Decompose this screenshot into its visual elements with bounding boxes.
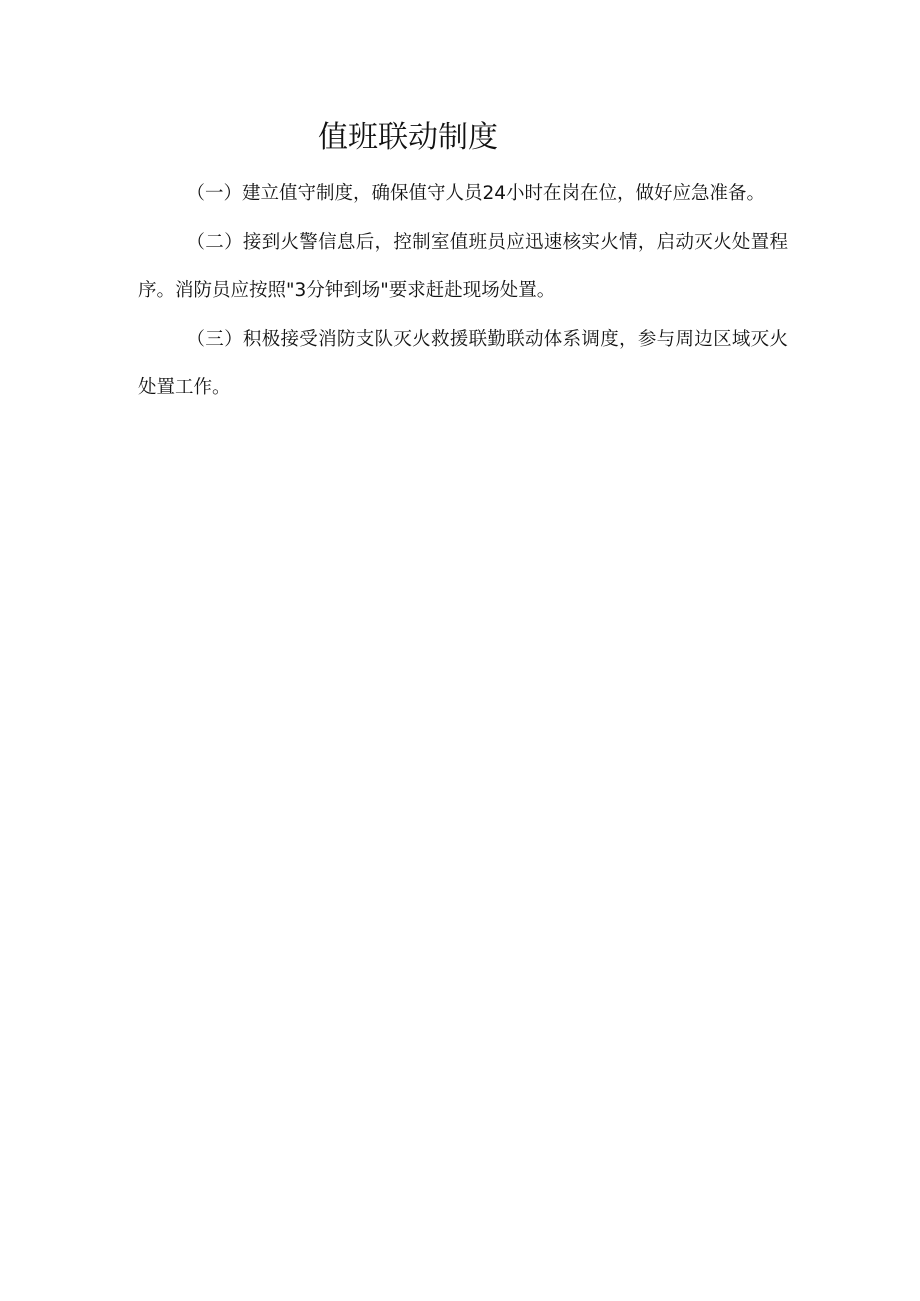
paragraph-2: （二）接到火警信息后，控制室值班员应迅速核实火情，启动灭火处置程序。消防员应按照"3分钟到场"要求赶赴现场处置。 — [138, 231, 788, 301]
document-body — [138, 170, 788, 413]
paragraph-1: （一）建立值守制度，确保值守人员24小时在岗在位，做好应急准备。 — [186, 183, 766, 204]
document-title: 值班联动制度 — [318, 120, 498, 155]
paragraph-3: （三）积极接受消防支队灭火救援联勤联动体系调度，参与周边区域灭火处置工作。 — [138, 328, 788, 398]
